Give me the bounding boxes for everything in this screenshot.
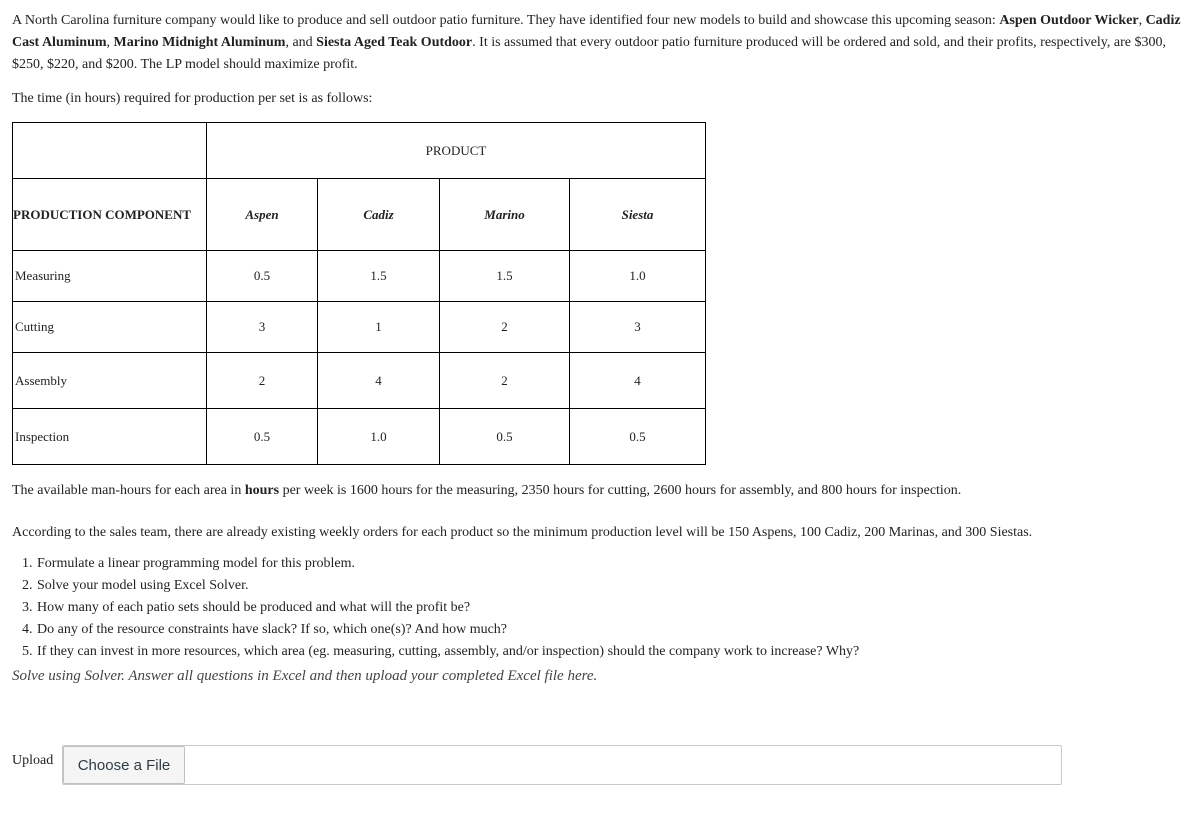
component-label: Inspection [13, 409, 207, 465]
product-header: PRODUCT [207, 123, 706, 179]
upload-label: Upload [12, 753, 54, 768]
profit-text: . It is assumed that every outdoor patio furniture produced will be ordered and sold, and their profits, respectively, are $300, $250, $220, and $200. The LP model should maximize profit. [12, 35, 1166, 72]
list-item: 2. Solve your model using Excel Solver. [36, 575, 1184, 597]
product-col-cadiz: Cadiz [318, 179, 440, 251]
upload-row [12, 745, 1062, 785]
table-row [13, 409, 706, 465]
list-item: 4. Do any of the resource constraints have slack? If so, which one(s)? And how much? [36, 619, 1184, 641]
file-upload-field[interactable] [62, 745, 1062, 785]
component-label: Cutting [13, 302, 207, 353]
list-item: 1. Formulate a linear programming model for this problem. [36, 553, 1184, 575]
production-time-table [12, 122, 706, 465]
hours-bold-word: hours [244, 483, 280, 498]
list-item: 3. How many of each patio sets should be produced and what will the profit be? [36, 597, 1184, 619]
empty-corner-cell [13, 123, 207, 179]
table-row [13, 353, 706, 409]
table-cell: 2 [207, 353, 318, 409]
component-header: PRODUCTION COMPONENT [13, 179, 207, 251]
table-header-row [13, 123, 706, 179]
table-cell: 3 [207, 302, 318, 353]
table-row [13, 251, 706, 302]
minimum-production-text: According to the sales team, there are already existing weekly orders for each product so the minimum production level will be 150 Aspens, 100 Cadiz, 200 Marinas, and 300 Siestas. [12, 525, 1033, 540]
table-cell: 0.5 [570, 409, 706, 465]
table-cell: 0.5 [207, 251, 318, 302]
upload-instruction: Solve using Solver. Answer all questions in Excel and then upload your completed Excel file here. [12, 668, 598, 684]
component-label: Assembly [13, 353, 207, 409]
choose-file-button[interactable]: Choose a File [63, 746, 185, 784]
product-cadiz-name: Cadiz Cast Aluminum [12, 13, 1181, 50]
list-item: 5. If they can invest in more resources, which area (eg. measuring, cutting, assembly, and/or inspection) should the company work to increase? Why? [36, 641, 1184, 663]
table-cell: 0.5 [440, 409, 570, 465]
table-cell: 4 [318, 353, 440, 409]
available-hours-text: The available man-hours for each area in hours per week is 1600 hours for the measuring, 2350 hours for cutting, 2600 hours for assembly, and 800 hours for inspection. [12, 483, 962, 498]
table-row [13, 302, 706, 353]
product-col-aspen: Aspen [207, 179, 318, 251]
table-cell: 1.5 [440, 251, 570, 302]
time-intro: The time (in hours) required for production per set is as follows: [12, 91, 373, 106]
product-col-siesta: Siesta [570, 179, 706, 251]
product-siesta-name: Siesta Aged Teak Outdoor [316, 35, 473, 50]
table-cell: 1.5 [318, 251, 440, 302]
table-cell: 2 [440, 353, 570, 409]
question-list [12, 553, 1184, 663]
table-cell: 1.0 [318, 409, 440, 465]
product-aspen-name: Aspen Outdoor Wicker [999, 13, 1139, 28]
problem-intro: A North Carolina furniture company would like to produce and sell outdoor patio furniture. They have identified four new models to build and showcase this upcoming season: Aspen Outdoor Wicker, Cadiz Cast Aluminum, Marino Midnight Aluminum, and Siesta Aged Teak Outdoor. It is assumed that every outdoor patio furniture produced will be ordered and sold, and their profits, respectively, are $300, $250, $220, and $200. The LP model should maximize profit. [12, 13, 1181, 72]
table-cell: 2 [440, 302, 570, 353]
table-cell: 1.0 [570, 251, 706, 302]
product-col-marino: Marino [440, 179, 570, 251]
product-marino-name: Marino Midnight Aluminum [113, 35, 286, 50]
table-cell: 4 [570, 353, 706, 409]
table-cell: 3 [570, 302, 706, 353]
component-label: Measuring [13, 251, 207, 302]
question-content [12, 10, 1184, 687]
table-product-row [13, 179, 706, 251]
table-cell: 1 [318, 302, 440, 353]
table-cell: 0.5 [207, 409, 318, 465]
intro-text: A North Carolina furniture company would like to produce and sell outdoor patio furniture. They have identified four new models to build and showcase this upcoming season: [12, 13, 1000, 28]
